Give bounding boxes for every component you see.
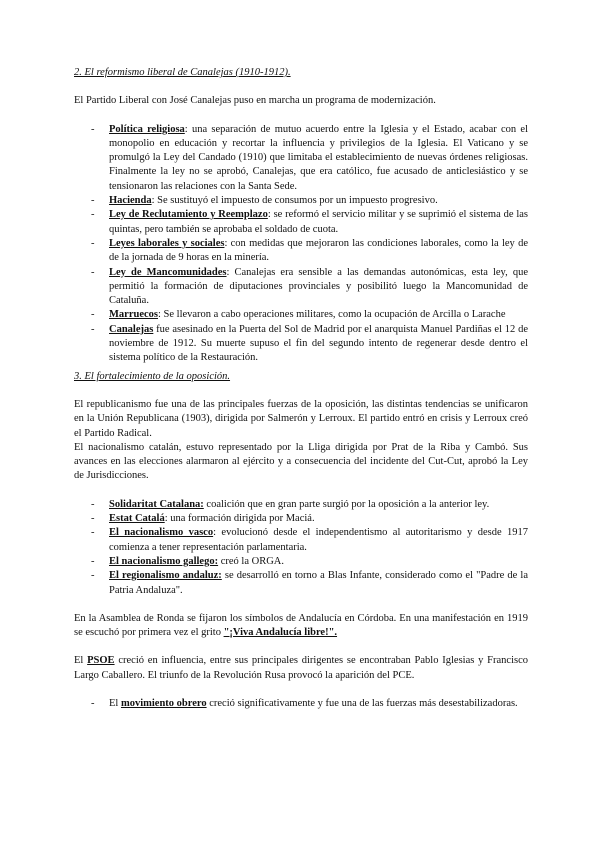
list-item-term: Ley de Reclutamiento y Reemplazo — [109, 209, 268, 221]
list-item-text: creció significativamente y fue una de las fuerzas más desestabilizadoras. — [206, 697, 518, 709]
list-item-pre: El — [109, 697, 121, 709]
list-item: - Canalejas fue asesinado en la Puerta del Sol de Madrid por el anarquista Manuel Pardiñas el 12 de noviembre de 1912. Su muerte supuso el fin del segundo intento de regenerar desde dentro el sistema político de la Restauración. — [91, 323, 528, 364]
list-item: - Marruecos: Se llevaron a cabo operaciones militares, como la ocupación de Arcilla o Larache — [91, 309, 506, 321]
list-item-text: se desarrolló en torno a Blas Infante, considerado como el "Padre de la Patria Andaluza". — [109, 570, 528, 596]
section-3-para-ronda — [74, 612, 528, 641]
list-item: - Leyes laborales y sociales: con medidas que mejoraron las condiciones laborales, como la ley de de la jornada de 9 horas en la minería. — [91, 237, 528, 264]
section-2-intro: El Partido Liberal con José Canalejas puso en marcha un programa de modernización. — [74, 95, 436, 107]
list-item-term: Política religiosa — [109, 123, 185, 135]
andalusian-cry: "¡Viva Andalucía libre!". — [223, 627, 338, 639]
section-2-heading: 2. El reformismo liberal de Canalejas (1910-1912). — [74, 67, 291, 78]
list-item-text: : Se llevaron a cabo operaciones militares, como la ocupación de Arcilla o Larache — [157, 309, 506, 321]
labour-movement-list — [74, 697, 528, 711]
list-item: - El nacionalismo vasco: evolucionó desde el independentismo al autoritarismo y desde 1917 comienza a tener representación parlamentaria. — [91, 527, 529, 553]
list-item-term: Leyes laborales y sociales — [109, 237, 225, 249]
list-item: - Solidaritat Catalana: coalición que en gran parte surgió por la oposición a la anterior ley. — [91, 498, 490, 510]
list-item-term: Estat Catalá — [109, 513, 165, 525]
list-item: - Ley de Reclutamiento y Reemplazo: se reformó el servicio militar y se suprimió el sistema de las quintas, pero también se aprobaba el soldado de cuota. — [91, 209, 528, 235]
list-item-term: movimiento obrero — [120, 697, 207, 709]
list-item-text: : evolucionó desde el independentismo al autoritarismo y desde 1917 comienza a tener representación parlamentaria. — [109, 527, 529, 553]
list-item-text: : se reformó el servicio militar y se suprimió el sistema de las quintas, pero también se aprobaba el soldado de cuota. — [109, 209, 528, 235]
list-item-text: fue asesinado en la Puerta del Sol de Madrid por el anarquista Manuel Pardiñas el 12 de noviembre de 1912. Su muerte supuso el fin del segundo intento de regenerar desde dentro el sistema político de la Restauración. — [109, 323, 528, 364]
section-3-para-republicanism: El republicanismo fue una de las principales fuerzas de la oposición, las distintas tendencias se unificaron en la Unión Republicana (1903), dirigida por Salmerón y Lerroux. El partido entró en crisis y Lerroux creó el Partido Radical. — [74, 398, 528, 439]
list-item-term: El nacionalismo vasco — [109, 527, 214, 539]
list-item: - Hacienda: Se sustituyó el impuesto de consumos por un impuesto progresivo. — [91, 195, 438, 207]
psoe-text: creció en influencia, entre sus principales dirigentes se encontraban Pablo Iglesias y Francisco Largo Caballero. El triunfo de la Revolución Rusa provocó la aparición del PCE. — [74, 655, 528, 681]
list-item-text: : Se sustituyó el impuesto de consumos por un impuesto progresivo. — [151, 195, 438, 207]
list-item-text: : con medidas que mejoraron las condiciones laborales, como la ley de de la jornada de 9 horas en la minería. — [109, 237, 528, 264]
section-3-heading: 3. El fortalecimiento de la oposición. — [74, 370, 231, 382]
opposition-list — [74, 498, 528, 598]
list-item-term: El regionalismo andaluz: — [109, 570, 222, 582]
list-item: - Estat Catalá: una formación dirigida por Maciá. — [91, 513, 315, 525]
psoe-term: PSOE — [87, 655, 115, 667]
list-item-term: Solidaritat Catalana: — [109, 498, 204, 510]
list-item: - Ley de Mancomunidades: Canalejas era sensible a las demandas autonómicas, esta ley, que permitió la formación de diputaciones provinciales y posibilitó luego la Mancomunidad de Cataluña. — [91, 266, 528, 307]
list-item-text: creó la ORGA. — [218, 555, 284, 567]
list-item: - El nacionalismo gallego: creó la ORGA. — [91, 555, 284, 567]
section-3-para-catalan-nationalism: El nacionalismo catalán, estuvo representado por la Lliga dirigida por Prat de la Riba y Cambó. Sus avances en las elecciones alarmaron al ejército y a consecuencia del incidente del Cut-Cut, aprobó la Ley de Jurisdicciones. — [74, 441, 528, 482]
list-item-term: El nacionalismo gallego: — [109, 555, 219, 567]
list-item-text: : Canalejas era sensible a las demandas autonómicas, esta ley, que permitió la formación de diputaciones provinciales y posibilitó luego la Mancomunidad de Cataluña. — [109, 266, 528, 307]
list-item-term: Canalejas — [109, 323, 154, 335]
document-page — [74, 66, 528, 711]
list-item: - El movimiento obrero creció significativamente y fue una de las fuerzas más desestabilizadoras. — [91, 697, 518, 709]
list-item-term: Ley de Mancomunidades — [109, 266, 227, 278]
section-3-para-psoe — [74, 654, 528, 683]
ronda-text: En la Asamblea de Ronda se fijaron los símbolos de Andalucía en Córdoba. En una manifestación en 1919 se escuchó por primera vez el grito — [74, 612, 528, 639]
list-item-text: : una formación dirigida por Maciá. — [164, 513, 315, 525]
list-item-text: : una separación de mutuo acuerdo entre la Iglesia y el Estado, acabar con el monopolio en educación y recortar la influencia y privilegios de la Iglesia. El Vaticano y se promulgó la Ley del Candado (1910) que limitaba el establecimiento de nuevas órdenes religiosas. Finalmente la ley no se aprobó, Canalejas, que era católico, fue acusado de anticlesiástico y se tensionaron las relaciones con la Santa Sede. — [109, 123, 528, 192]
list-item-term: Hacienda — [109, 195, 152, 207]
canalejas-reforms-list — [74, 123, 528, 366]
list-item-term: Marruecos — [109, 309, 158, 321]
list-item-text: coalición que en gran parte surgió por la oposición a la anterior ley. — [203, 498, 490, 510]
list-item: - El regionalismo andaluz: se desarrolló en torno a Blas Infante, considerado como el "Padre de la Patria Andaluza". — [91, 570, 528, 596]
psoe-pre: El — [74, 655, 88, 667]
list-item: - Política religiosa: una separación de mutuo acuerdo entre la Iglesia y el Estado, acabar con el monopolio en educación y recortar la influencia y privilegios de la Iglesia. El Vaticano y se promulgó la Ley del Candado (1910) que limitaba el establecimiento de nuevas órdenes religiosas. Finalmente la ley no se aprobó, Canalejas, que era católico, fue acusado de anticlesiástico y se tensionaron las relaciones con la Santa Sede. — [91, 123, 528, 192]
